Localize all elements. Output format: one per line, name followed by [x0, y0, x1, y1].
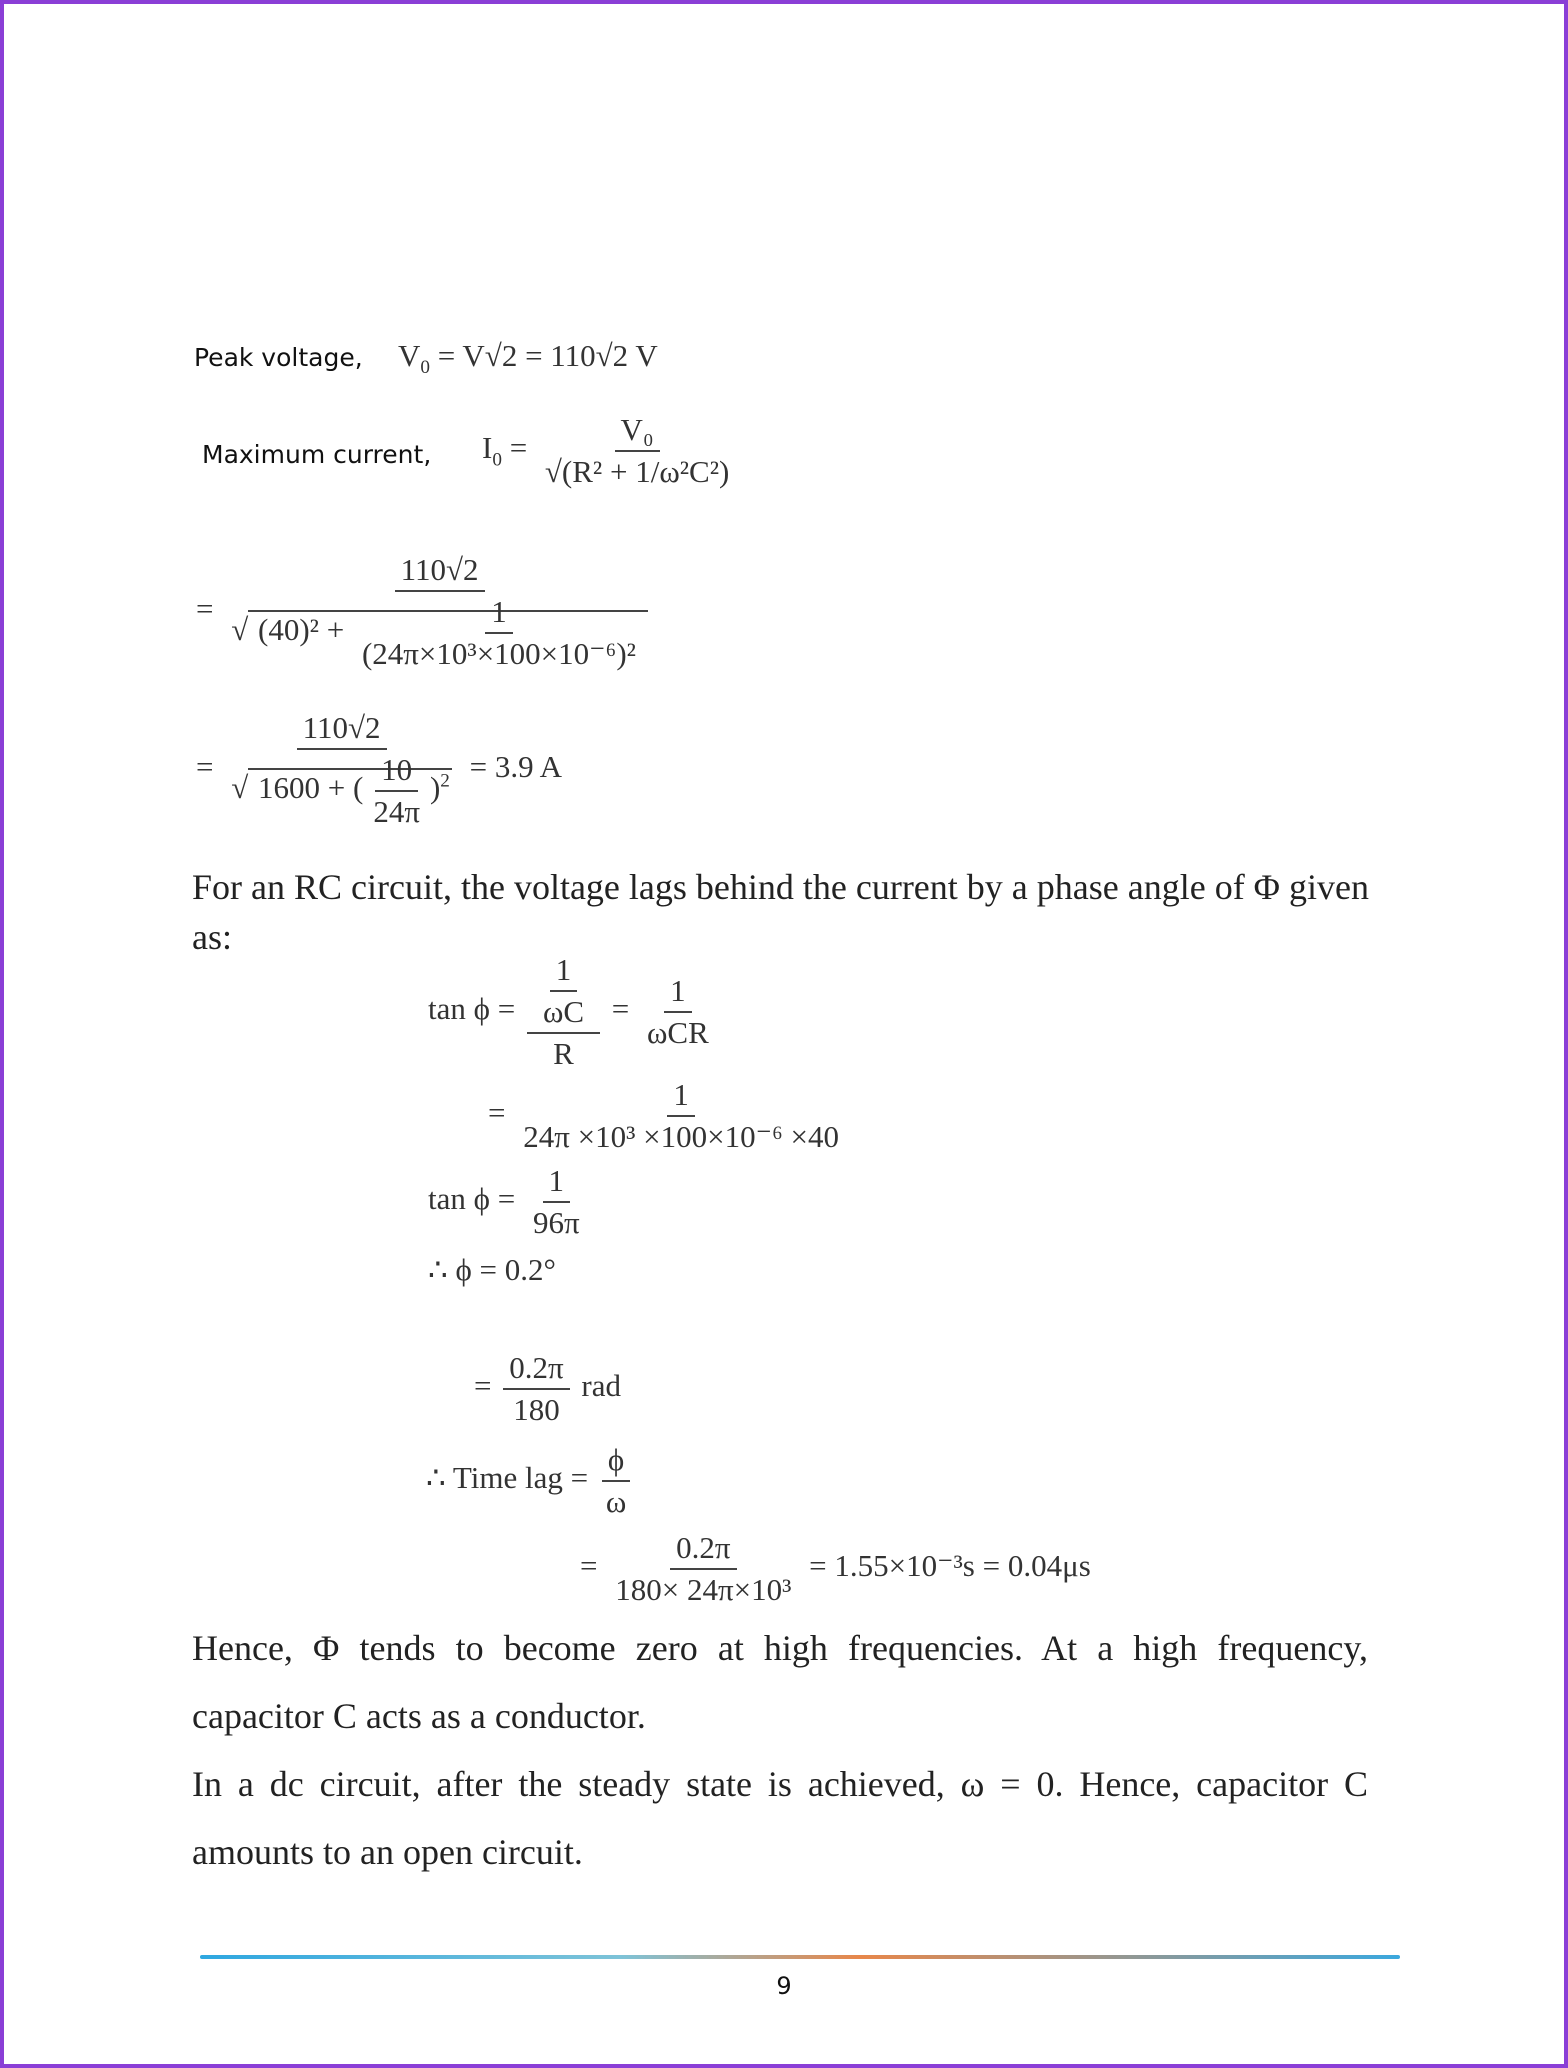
- step2-fraction: [225, 710, 458, 830]
- i0-symbol: I: [482, 430, 493, 466]
- i0-fraction: [539, 412, 735, 490]
- tan-phi-equation-1: tan ϕ = $\frac{\frac{1}{\omega C}}{R}$ = $\frac{1}{\text{ωCR}}$: [428, 952, 719, 1072]
- rad-denominator: 180: [513, 1392, 560, 1427]
- peak-voltage-equation: [398, 338, 658, 379]
- step2-numerator: 110√2: [297, 710, 387, 750]
- tan1-inner-den: ωC: [542, 994, 585, 1029]
- v0-subscript: 0: [420, 357, 430, 379]
- radian-equation: = $\frac{0.2\pi}{180}$ rad: [474, 1350, 621, 1427]
- paragraph-high-frequency: Hence, Φ tends to become zero at high frequencies. At a high frequency, capacitor C acts as a conductor.: [192, 1628, 1368, 1736]
- step1-den-frac-den: (24π×10³×100×10⁻⁶)²: [361, 636, 636, 671]
- tan1-fraction-1: [527, 952, 600, 1072]
- tan3-numerator: 1: [543, 1163, 571, 1203]
- step1-fraction: [225, 552, 654, 672]
- tan1-inner-num: 1: [550, 952, 578, 992]
- step1-den-fraction: [356, 594, 642, 672]
- i0-denominator: √(R² + 1/ω²C²): [544, 454, 730, 489]
- tan1-inner-fraction: [537, 952, 590, 1030]
- final-numerator: 0.2π: [670, 1530, 736, 1570]
- tan1-f1-denominator: R: [553, 1036, 574, 1071]
- v0-symbol: V: [398, 338, 421, 373]
- page-number: 9: [776, 1972, 792, 2000]
- final-denominator: 180× 24π×10³: [615, 1572, 792, 1607]
- tan2-fraction: [517, 1077, 845, 1155]
- tan3-fraction: [527, 1163, 586, 1241]
- time-lag-numerator: ϕ: [602, 1442, 630, 1482]
- max-current-label: Maximum current,: [202, 440, 432, 469]
- rad-numerator: 0.2π: [503, 1350, 569, 1390]
- time-lag-final: = $\frac{0.2\pi}{\text{180× 24π×10³}}$ = 1.55×10⁻³s = 0.04μs: [580, 1530, 1091, 1607]
- tan1-f1-numerator: [527, 952, 600, 1034]
- step2-den-term-a: 1600 +: [258, 770, 353, 806]
- tan1-lhs: tan ϕ =: [428, 991, 516, 1027]
- final-fraction: [609, 1530, 797, 1608]
- i0-numerator: V₀: [615, 412, 660, 452]
- max-current-equation: $I_0$ = $\frac{\text{V₀}}{\text{√(R² + 1/ω²C²)}}$: [482, 412, 739, 490]
- step1-den-term-a: (40)² +: [258, 612, 352, 648]
- footer-rule: [200, 1955, 1400, 1959]
- step1-den-frac-num: 1: [485, 594, 513, 634]
- phi-result: ∴ ϕ = 0.2°: [428, 1252, 556, 1287]
- tan3-denominator: 96π: [532, 1205, 580, 1240]
- peak-voltage-label: Peak voltage,: [194, 343, 363, 372]
- final-result: = 1.55×10⁻³s = 0.04μs: [809, 1548, 1091, 1584]
- paragraph-dc-circuit: In a dc circuit, after the steady state is achieved, ω = 0. Hence, capacitor C amounts to an open circuit.: [192, 1764, 1368, 1872]
- tan-phi-equation-3: [428, 1163, 590, 1241]
- i0-subscript: 0: [492, 449, 502, 471]
- tan2-numerator: 1: [667, 1077, 695, 1117]
- current-step1: = 110√2 √ (40)² + $\frac{1}{\text{(24π×10³×100×10⁻⁶)²}}$: [196, 552, 658, 672]
- rad-fraction: [503, 1350, 569, 1428]
- tan1-f2-denominator: ωCR: [647, 1015, 709, 1050]
- rad-unit: rad: [581, 1368, 621, 1404]
- time-lag-lhs: ∴ Time lag =: [426, 1460, 589, 1496]
- step1-numerator: 110√2: [395, 552, 485, 592]
- step2-result: = 3.9 A: [469, 749, 563, 785]
- current-step2: = 110√2 √ 1600 + ( $\frac{10}{24\pi}$ )$^2$ = 3.9 A: [196, 710, 563, 829]
- time-lag-equation: [426, 1442, 636, 1520]
- tan1-f2-numerator: 1: [664, 973, 692, 1013]
- step2-denominator: √ 1600 + ( $\frac{10}{24\pi}$ )$^2$: [231, 752, 450, 829]
- step2-den-fraction: [367, 752, 426, 830]
- tan-phi-equation-2: = $\frac{1}{\text{24π ×10³ ×100×10⁻⁶ ×40}}$: [488, 1077, 849, 1155]
- time-lag-fraction: [600, 1442, 632, 1520]
- step2-den-frac-num: 10: [375, 752, 418, 792]
- time-lag-denominator: ω: [605, 1484, 627, 1519]
- step2-den-frac-den: 24π: [373, 794, 420, 829]
- tan3-lhs: tan ϕ =: [428, 1181, 516, 1217]
- v0-rhs: = V√2 = 110√2 V: [437, 338, 658, 373]
- tan2-denominator: 24π ×10³ ×100×10⁻⁶ ×40: [523, 1119, 840, 1154]
- step1-denominator: √ (40)² + $\frac{1}{\text{(24π×10³×100×10⁻⁶)²}}$: [225, 592, 654, 672]
- paragraph-phase-angle: For an RC circuit, the voltage lags behind the current by a phase angle of Φ given as:: [192, 867, 1369, 957]
- tan1-fraction-2: [641, 973, 715, 1051]
